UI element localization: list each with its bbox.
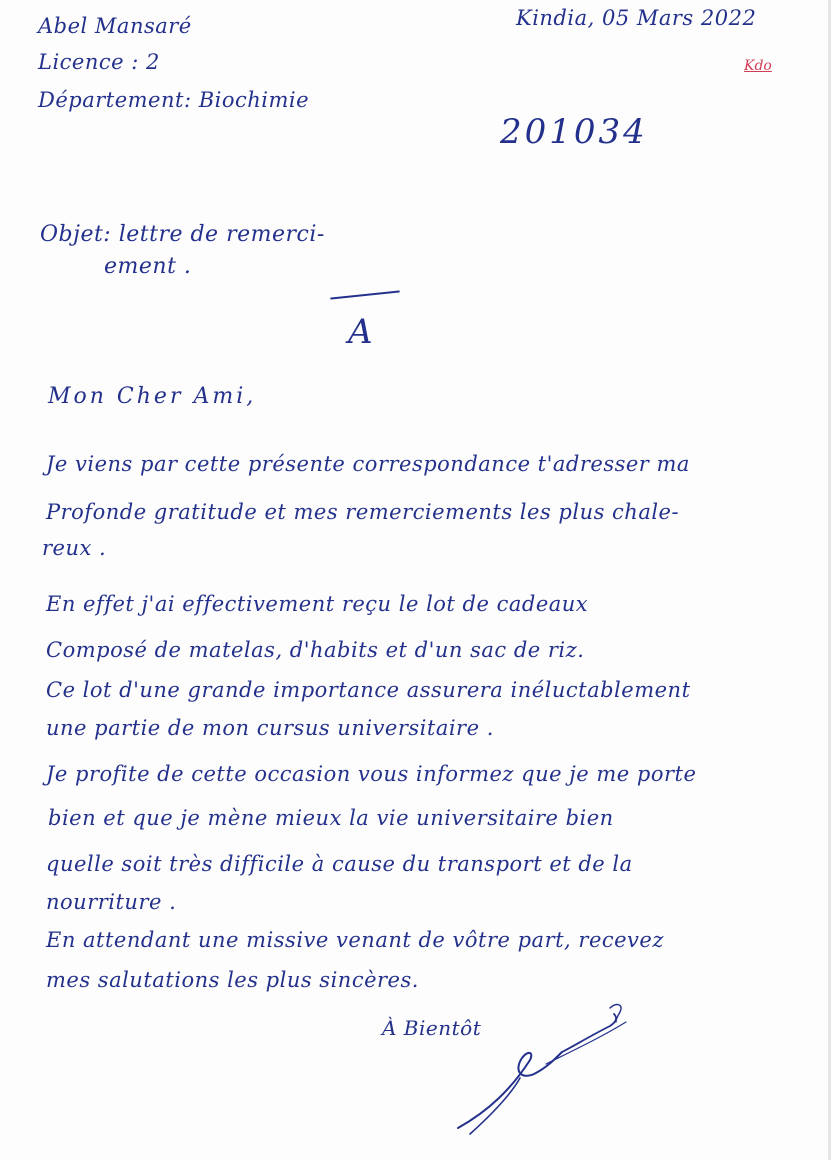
body-line: quelle soit très difficile à cause du transport et de la — [46, 852, 633, 876]
sender-level: Licence : 2 — [38, 50, 160, 74]
margin-mark: Kdo — [744, 58, 772, 74]
sender-name: Abel Mansaré — [38, 14, 192, 38]
body-line: En attendant une missive venant de vôtre part, recevez — [46, 928, 664, 952]
body-line: bien et que je mène mieux la vie universitaire bien — [48, 806, 614, 830]
place-date: Kindia, 05 Mars 2022 — [516, 6, 757, 30]
reference-number: 201034 — [500, 112, 648, 152]
body-line: une partie de mon cursus universitaire . — [46, 716, 494, 740]
body-line: Composé de matelas, d'habits et d'un sac de riz. — [46, 638, 585, 662]
body-line: Profonde gratitude et mes remerciements les plus chale- — [46, 500, 680, 524]
body-line: mes salutations les plus sincères. — [46, 968, 419, 992]
handwritten-signature — [450, 1000, 640, 1140]
body-line: En effet j'ai effectivement reçu le lot de cadeaux — [46, 592, 589, 616]
subject-line-2: ement . — [104, 254, 192, 279]
addressee-overline — [330, 290, 400, 299]
salutation: Mon Cher Ami, — [48, 384, 257, 409]
body-line: nourriture . — [46, 890, 177, 914]
addressee-letter: A — [348, 312, 373, 352]
body-line: Je viens par cette présente correspondance t'adresser ma — [46, 452, 690, 476]
subject-line-1: Objet: lettre de remerci- — [40, 222, 325, 247]
closing: À Bientôt — [382, 1016, 482, 1040]
body-line: Je profite de cette occasion vous informez que je me porte — [46, 762, 697, 786]
sender-department: Département: Biochimie — [38, 88, 310, 112]
body-line: Ce lot d'une grande importance assurera inéluctablement — [46, 678, 691, 702]
body-line: reux . — [42, 536, 107, 560]
